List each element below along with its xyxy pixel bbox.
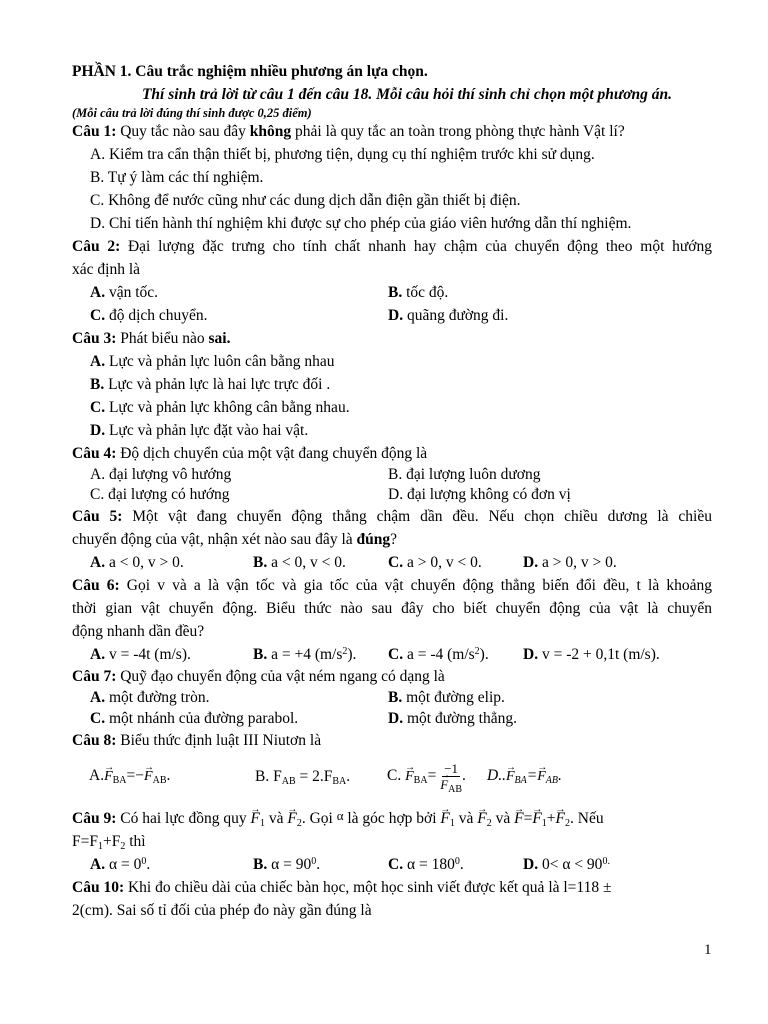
instruction: Thí sinh trả lời từ câu 1 đến câu 18. Mỗi câu hỏi thí sinh chỉ chọn một phương án. <box>141 86 673 103</box>
question-8: Câu 8: Biểu thức định luật III Niutơn là <box>72 732 322 749</box>
option-2c[interactable]: C. độ dịch chuyển. <box>90 307 208 324</box>
question-5: Câu 5: Một vật đang chuyển động thẳng chậm dần đều. Nếu chọn chiều dương là chiều <box>72 508 712 525</box>
option-1d[interactable]: D. Chỉ tiến hành thí nghiệm khi được sự cho phép của giáo viên hướng dẫn thí nghiệm. <box>90 215 632 232</box>
question-label: Câu 4: <box>72 445 117 462</box>
option-5c[interactable]: C. a > 0, v < 0. <box>388 554 482 571</box>
question-label: Câu 10: <box>72 879 125 896</box>
option-5a[interactable]: A. a < 0, v > 0. <box>90 554 184 571</box>
options-9 <box>72 853 712 876</box>
option-6c[interactable]: C. a = -4 $(m/s^2)$. <box>388 646 489 663</box>
option-3c[interactable]: C. Lực và phản lực không cân bằng nhau. <box>90 399 350 416</box>
scoring-note: (Mỗi câu trả lời đúng thí sinh được 0,25 điểm) <box>72 106 312 120</box>
question-2: Câu 2: Đại lượng đặc trưng cho tính chất nhanh hay chậm của chuyển động theo một hướng <box>72 238 712 255</box>
option-9c[interactable]: C. $\alpha = 180^0$. <box>388 856 464 873</box>
question-9: Câu 9: Có hai lực đồng quy → $F_1$ và → $F_2$. Gọi α là góc hợp bởi → $F_1$ và → $F_2$ và → $F=\to F_1+\to F_2$. Nếu <box>72 804 712 830</box>
question-1: Câu 1: Quy tắc nào sau đây không phải là quy tắc an toàn trong phòng thực hành Vật lí? <box>72 123 625 140</box>
question-10: Câu 10: Khi đo chiều dài của chiếc bàn học, một học sinh viết được kết quả là l=118 ± <box>72 879 612 896</box>
question-label: Câu 9: <box>72 810 117 827</box>
options-7-row1 <box>72 687 712 708</box>
option-8a[interactable]: $A.\to F_{BA}=-\to F_{AB}$. <box>72 764 255 788</box>
option-2b[interactable]: B. tốc độ. <box>388 284 449 301</box>
question-10-cont: 2(cm). Sai số tỉ đối của phép đo này gần đúng là <box>72 902 372 919</box>
option-6b[interactable]: B. a = +4 $(m/s^2)$. <box>253 646 357 663</box>
question-4: Câu 4: Độ dịch chuyển của một vật đang chuyển động là <box>72 445 428 462</box>
option-1c[interactable]: C. Không để nước cũng như các dung dịch dẫn điện gần thiết bị điện. <box>90 192 521 209</box>
question-label: Câu 8: <box>72 732 117 749</box>
question-label: Câu 7: <box>72 668 117 685</box>
part-title: PHẦN 1. Câu trắc nghiệm nhiều phương án lựa chọn. <box>72 63 428 80</box>
option-5d[interactable]: D. a > 0, v > 0. <box>523 554 617 571</box>
option-4a[interactable]: A. đại lượng vô hướng <box>90 466 232 483</box>
option-7c[interactable]: C. một nhánh của đường parabol. <box>90 710 299 727</box>
question-6-cont: thời gian vật chuyển động. Biểu thức nào sau đây cho biết chuyển động của vật là chuyển <box>72 600 712 617</box>
option-3a[interactable]: A. Lực và phản lực luôn cân bằng nhau <box>90 353 335 370</box>
option-9a[interactable]: A. $\alpha = 0^0$. <box>90 856 151 873</box>
question-3: Câu 3: Phát biểu nào sai. <box>72 330 231 347</box>
question-9-cont: $F=F_1+F_2$ thì <box>72 833 146 852</box>
option-6a[interactable]: A. v = -4t (m/s). <box>90 646 191 663</box>
option-2d[interactable]: D. quãng đường đi. <box>388 307 509 324</box>
question-6: Câu 6: Gọi v và a là vận tốc và gia tốc của vật chuyển động thẳng biến đổi đều, t là khoảng <box>72 577 712 594</box>
options-2-row2 <box>72 304 712 327</box>
options-4-row1 <box>72 465 712 485</box>
options-8 <box>72 754 712 798</box>
exam-page <box>72 60 712 922</box>
page-number: 1 <box>704 942 712 958</box>
question-label: Câu 2: <box>72 238 121 255</box>
option-8b[interactable]: B. $F_{AB} = 2.F_{BA}$. <box>255 767 351 787</box>
options-5 <box>72 551 712 574</box>
option-4c[interactable]: C. đại lượng có hướng <box>90 486 230 503</box>
option-2a[interactable]: A. vận tốc. <box>90 284 159 301</box>
options-7-row2 <box>72 708 712 729</box>
option-7a[interactable]: A. một đường tròn. <box>90 689 210 706</box>
options-2-row1 <box>72 281 712 304</box>
question-2-cont: xác định là <box>72 261 141 278</box>
question-label: Câu 1: <box>72 123 117 140</box>
question-label: Câu 6: <box>72 577 120 594</box>
fraction: −1 → $F_{AB}$ <box>440 761 462 792</box>
option-1a[interactable]: A. Kiểm tra cẩn thận thiết bị, phương tiện, dụng cụ thí nghiệm trước khi sử dụng. <box>90 146 595 163</box>
question-label: Câu 3: <box>72 330 117 347</box>
question-5-cont: chuyển động của vật, nhận xét nào sau đây là đúng? <box>72 531 398 548</box>
option-3b[interactable]: B. Lực và phản lực là hai lực trực đối . <box>90 376 331 393</box>
options-4-row2 <box>72 485 712 505</box>
option-4b[interactable]: B. đại lượng luôn dương <box>388 466 541 483</box>
question-6-cont2: động nhanh dần đều? <box>72 623 205 640</box>
option-9d[interactable]: D. $0< \alpha < 90^{0.}$ <box>523 856 610 873</box>
question-label: Câu 5: <box>72 508 123 525</box>
option-4d[interactable]: D. đại lượng không có đơn vị <box>388 486 571 503</box>
option-1b[interactable]: B. Tự ý làm các thí nghiệm. <box>90 169 264 186</box>
option-5b[interactable]: B. a < 0, v < 0. <box>253 554 346 571</box>
option-6d[interactable]: D. v = -2 + 0,1t (m/s). <box>523 646 660 663</box>
option-7d[interactable]: D. một đường thẳng. <box>388 710 517 727</box>
option-3d[interactable]: D. Lực và phản lực đặt vào hai vật. <box>90 422 309 439</box>
option-8d[interactable]: $D..\to F_{BA}=\to F_{AB}$. <box>487 764 562 788</box>
options-6 <box>72 643 712 666</box>
question-7: Câu 7: Quỹ đạo chuyển động của vật ném ngang có dạng là <box>72 668 445 685</box>
option-9b[interactable]: B. $\alpha = 90^0$. <box>253 856 321 873</box>
option-8c[interactable]: C. → $F_{BA}=$ −1 → $F_{AB}$ . <box>387 761 487 792</box>
option-7b[interactable]: B. một đường elip. <box>388 689 505 706</box>
